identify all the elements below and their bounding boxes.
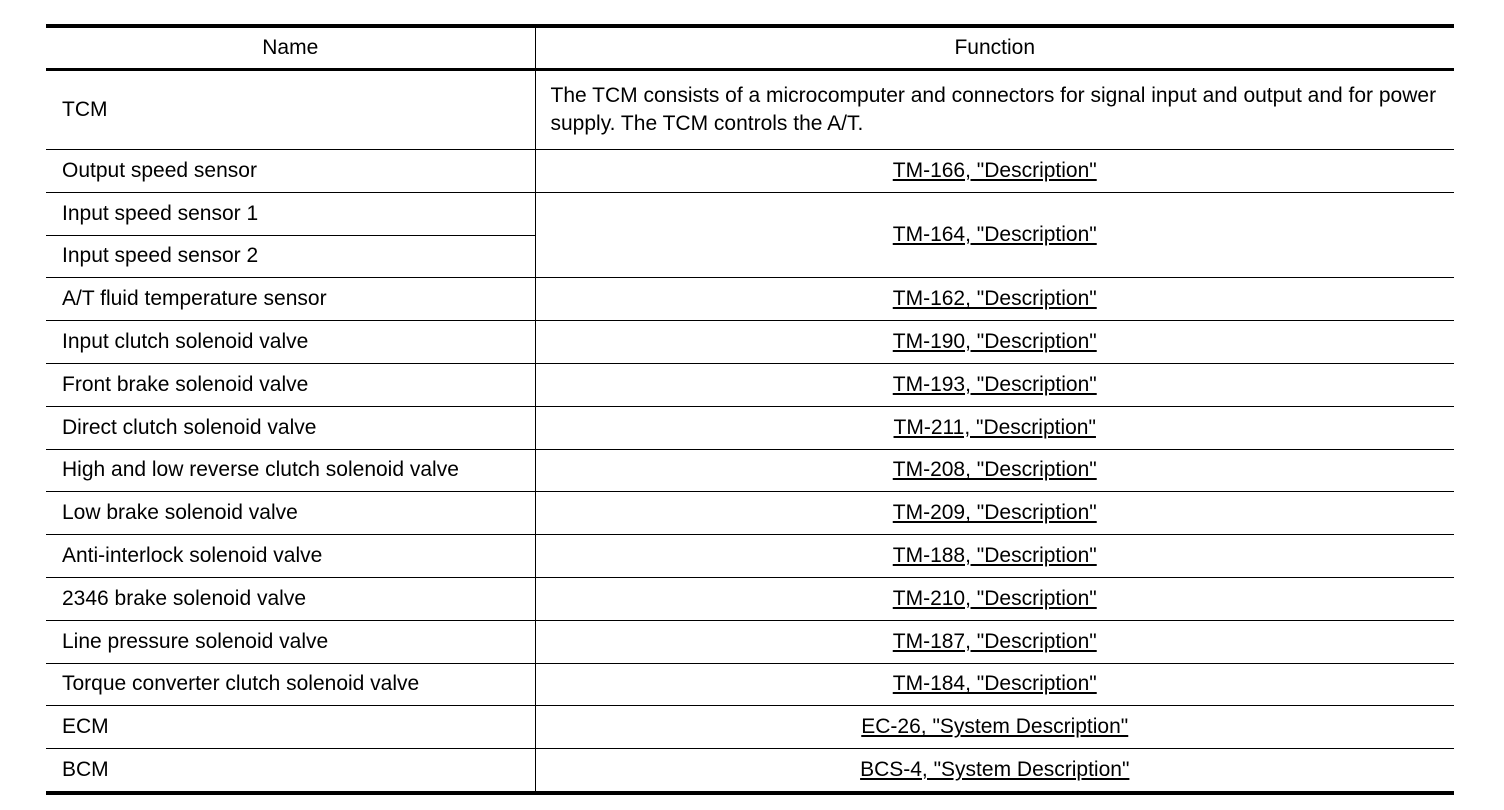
reference-link[interactable]: TM-208, "Description" (892, 458, 1097, 482)
table-row (46, 192, 1454, 235)
column-header-name: Name (46, 26, 535, 70)
table-row (46, 663, 1454, 706)
reference-link[interactable]: EC-26, "System Description" (861, 715, 1129, 739)
component-name: Line pressure solenoid valve (46, 620, 535, 663)
component-name: Torque converter clutch solenoid valve (46, 663, 535, 706)
reference-link[interactable]: TM-166, "Description" (892, 158, 1097, 182)
function-cell (535, 363, 1454, 406)
reference-link[interactable]: TM-184, "Description" (892, 672, 1097, 696)
reference-link[interactable]: TM-164, "Description" (892, 223, 1097, 247)
reference-link[interactable]: TM-188, "Description" (892, 544, 1097, 568)
column-header-function: Function (535, 26, 1454, 70)
component-name: A/T fluid temperature sensor (46, 278, 535, 321)
reference-link[interactable]: BCS-4, "System Description" (860, 758, 1130, 782)
reference-link[interactable]: TM-210, "Description" (892, 586, 1097, 610)
table-row (46, 535, 1454, 578)
function-cell (535, 192, 1454, 278)
reference-link[interactable]: TM-162, "Description" (892, 287, 1097, 311)
component-name: ECM (46, 706, 535, 749)
component-name: Direct clutch solenoid valve (46, 406, 535, 449)
table-row (46, 577, 1454, 620)
component-name: BCM (46, 749, 535, 793)
component-name: Input clutch solenoid valve (46, 321, 535, 364)
table-row (46, 749, 1454, 793)
function-cell (535, 150, 1454, 193)
table-row (46, 706, 1454, 749)
function-cell (535, 706, 1454, 749)
reference-link[interactable]: TM-187, "Description" (892, 629, 1097, 653)
table-row (46, 620, 1454, 663)
function-description: The TCM consists of a microcomputer and connectors for signal input and output and for power supply. The TCM controls the A/T. (535, 70, 1454, 150)
table-row (46, 363, 1454, 406)
table-row (46, 449, 1454, 492)
component-name: TCM (46, 70, 535, 150)
component-name: Front brake solenoid valve (46, 363, 535, 406)
table-header-row (46, 26, 1454, 70)
reference-link[interactable]: TM-209, "Description" (892, 501, 1097, 525)
table-row (46, 406, 1454, 449)
reference-link[interactable]: TM-193, "Description" (892, 372, 1097, 396)
function-cell (535, 406, 1454, 449)
table-row (46, 150, 1454, 193)
reference-link[interactable]: TM-211, "Description" (893, 415, 1096, 439)
function-cell (535, 749, 1454, 793)
component-function-table (46, 24, 1454, 795)
component-name: Input speed sensor 2 (46, 235, 535, 278)
function-cell (535, 321, 1454, 364)
function-cell (535, 620, 1454, 663)
function-cell (535, 449, 1454, 492)
function-cell (535, 492, 1454, 535)
component-name: High and low reverse clutch solenoid valve (46, 449, 535, 492)
component-name: 2346 brake solenoid valve (46, 577, 535, 620)
table-row (46, 492, 1454, 535)
component-name: Anti-interlock solenoid valve (46, 535, 535, 578)
function-cell (535, 535, 1454, 578)
function-cell (535, 278, 1454, 321)
table-row (46, 321, 1454, 364)
table-row (46, 70, 1454, 150)
function-cell (535, 663, 1454, 706)
component-name: Output speed sensor (46, 150, 535, 193)
reference-link[interactable]: TM-190, "Description" (892, 330, 1097, 354)
table-row (46, 278, 1454, 321)
component-name: Low brake solenoid valve (46, 492, 535, 535)
component-name: Input speed sensor 1 (46, 192, 535, 235)
function-cell (535, 577, 1454, 620)
